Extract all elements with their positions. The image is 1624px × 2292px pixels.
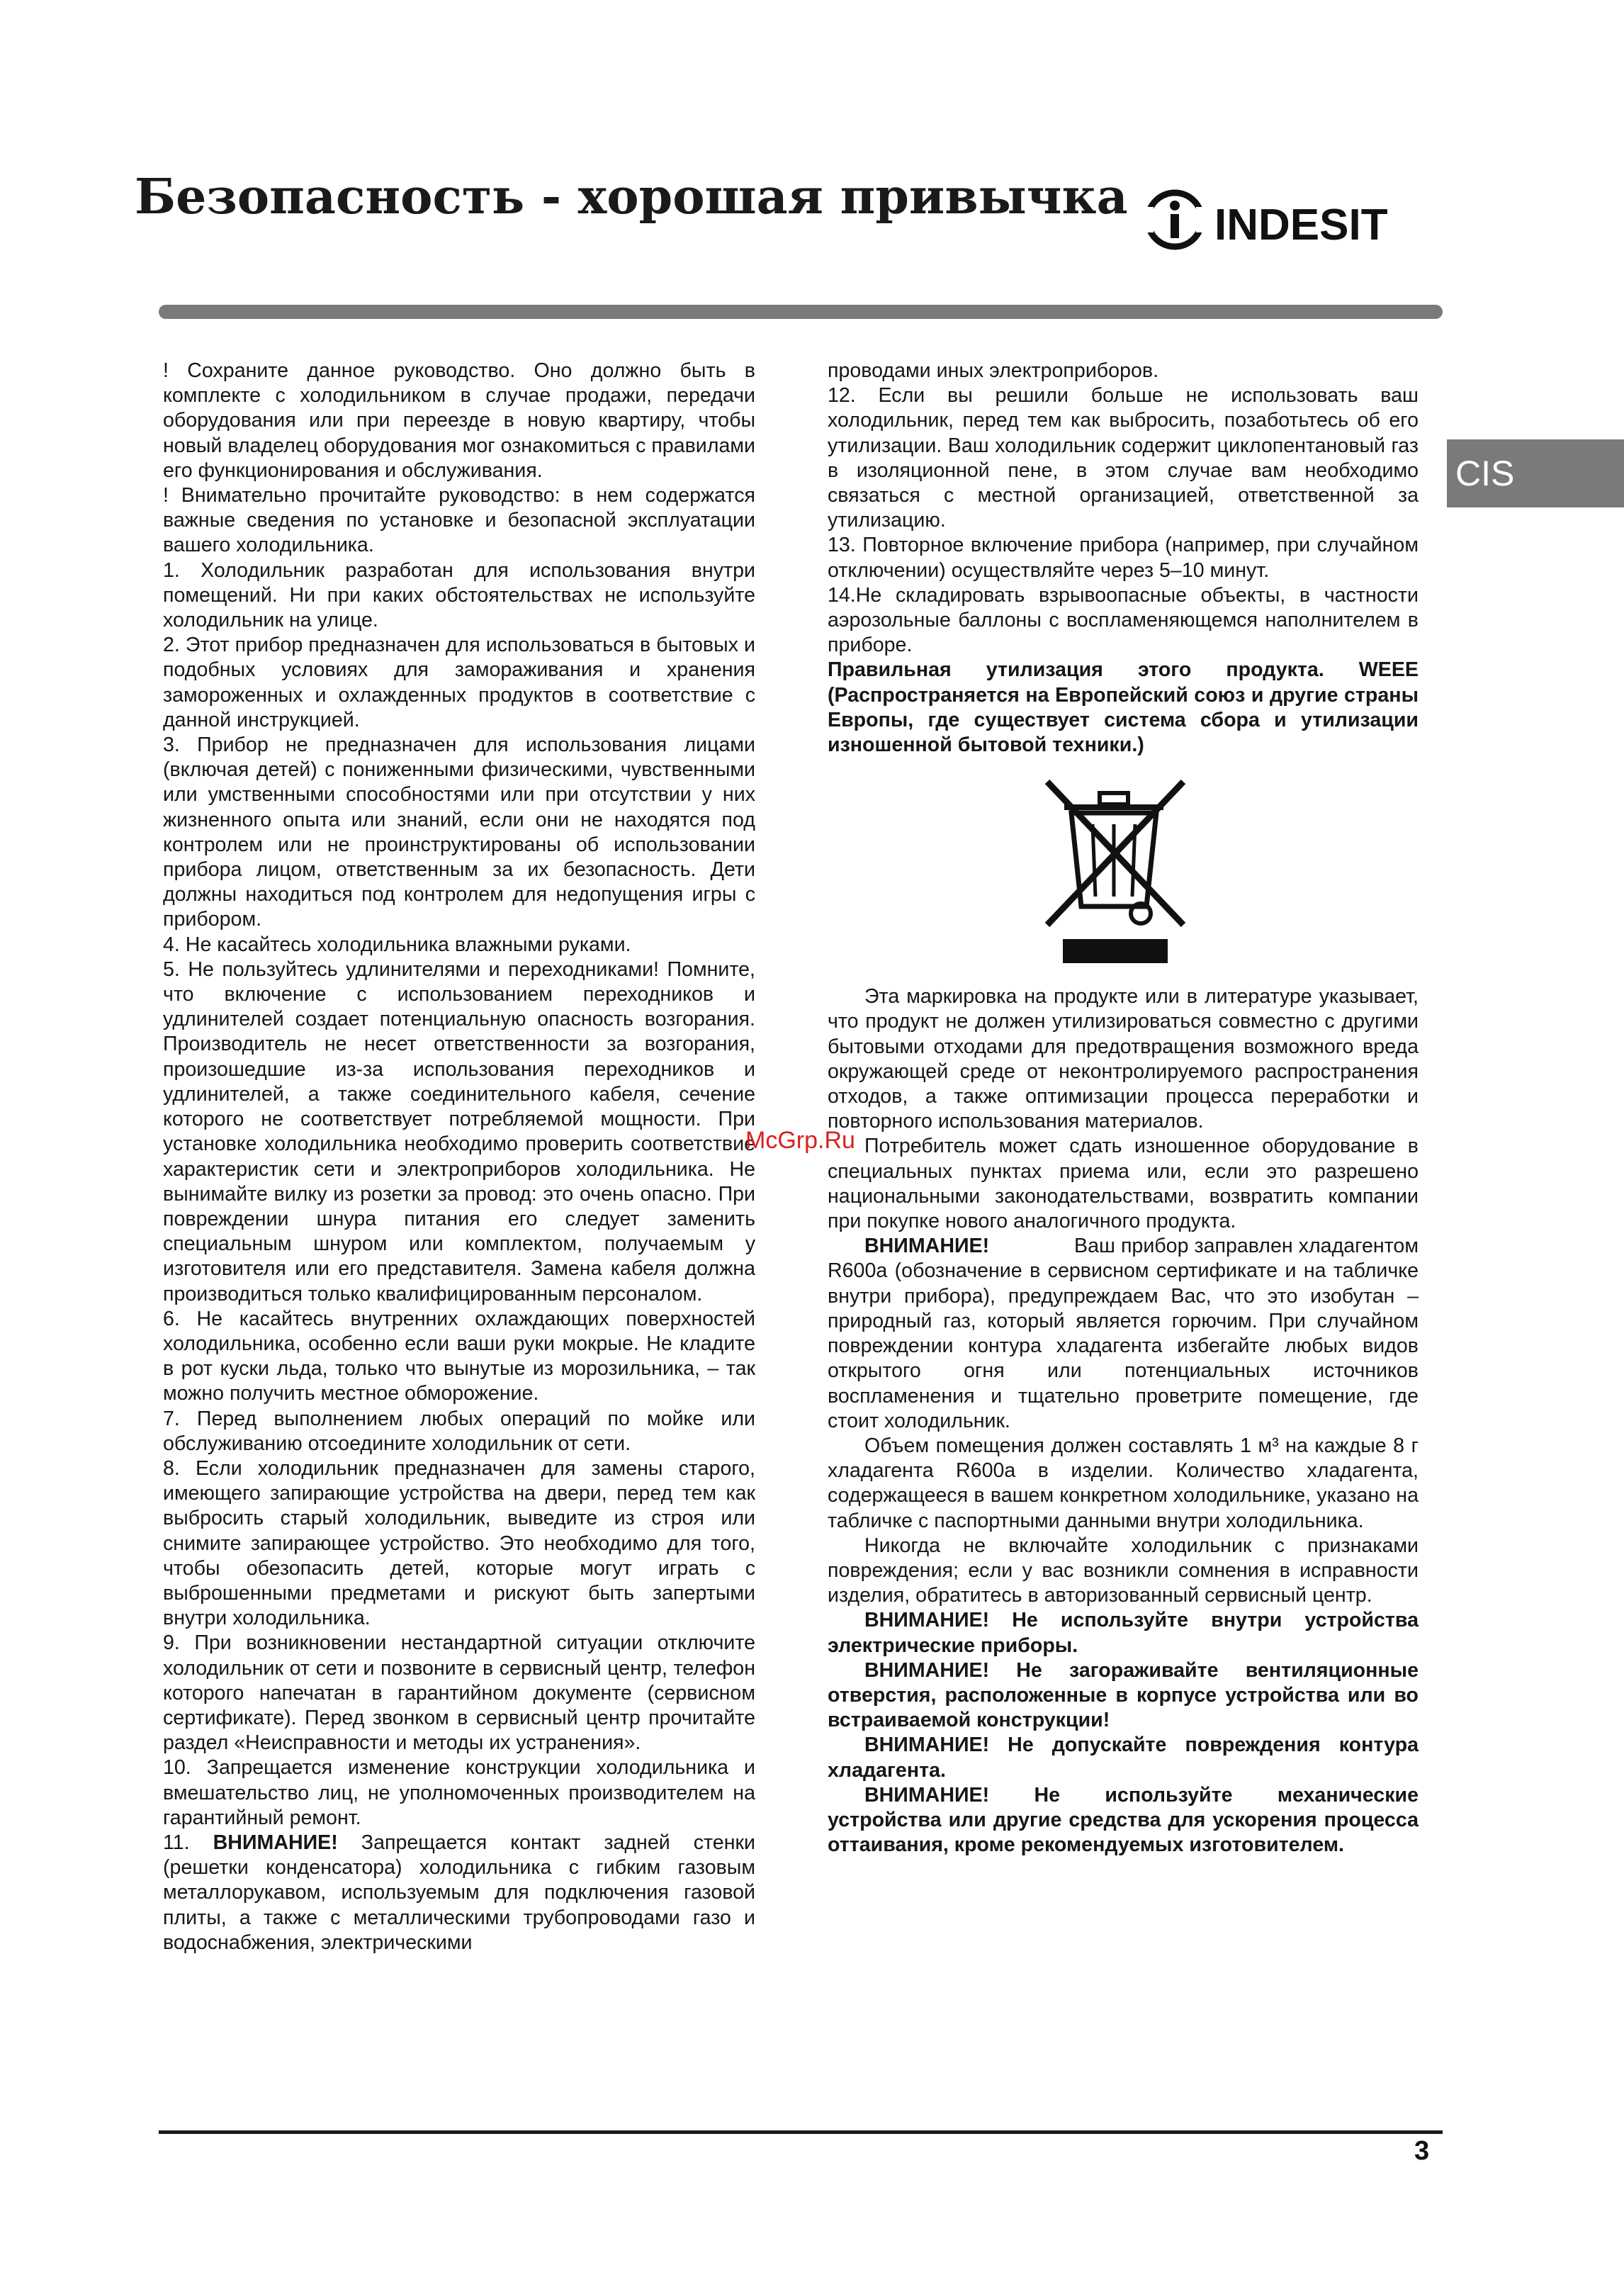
weee-heading: Правильная утилизация этого продукта. WEEE (Распространяется на Европейский союз и другие страны Европы, где существует система сбора и утилизации изношенной бытовой техники.) xyxy=(828,658,1419,757)
warning-paragraph: ВНИМАНИЕ! Не используйте механические устройства или другие средства для ускорения процесса оттаивания, кроме рекомендуемых изготовителем. xyxy=(828,1783,1419,1857)
page-number: 3 xyxy=(1414,2136,1430,2166)
logo-wordmark: INDESIT xyxy=(1214,201,1388,249)
warning-text: Ваш прибор заправлен хладагентом R600a (обозначение в сервисном сертификате и на табличке внутри прибора), предупреждаем Вас, что это изобутан – природный газ, который является горючим. При случайном повреждении контура хладагента избегайте любых видов открытого огня или потенциальных источников воспламенения и тщательно проветрите помещение, где стоит холодильник. xyxy=(828,1235,1419,1432)
warning-paragraph: ВНИМАНИЕ! Не используйте внутри устройства электрические приборы. xyxy=(828,1609,1419,1657)
paragraph: Объем помещения должен составлять 1 м³ на каждые 8 г хладагента R600a в изделии. Количество хладагента, содержащееся в вашем конкретном холодильнике, указано на табличке с паспортными данными внутри холодильника. xyxy=(828,1434,1419,1532)
header-rule xyxy=(159,305,1443,319)
list-item: 5. Не пользуйтесь удлинителями и переходниками! Помните, что включение с использованием переходников и удлинителей создает потенциальную опасность возгорания. Производитель не несет ответственности за возгорания, произошедшие из-за использования переходников и удлинителей, а также соединительного кабеля, сечение которого не соответствует потребляемой мощности. При установке холодильника необходимо проверить соответствие характеристик сети и электроприборов холодильника. Не вынимайте вилку из розетки за провод: это очень опасно. При повреждении шнура питания его следует заменить специальным шнуром или комплектом, получаемым у изготовителя или его представителя. Замена кабеля должна производиться только квалифицированным персоналом. xyxy=(163,957,755,1305)
right-column xyxy=(828,359,1419,1858)
warning-paragraph: ВНИМАНИЕ! Не загораживайте вентиляционные отверстия, расположенные в корпусе устройства или во встраиваемой конструкции! xyxy=(828,1658,1419,1732)
list-item: 1. Холодильник разработан для использования внутри помещений. Ни при каких обстоятельствах не используйте холодильник на улице. xyxy=(163,558,755,632)
footer-rule xyxy=(159,2130,1443,2134)
paragraph: ! Сохраните данное руководство. Оно должно быть в комплекте с холодильником в случае продажи, передачи оборудования или при переезде в новую квартиру, чтобы новый владелец оборудования мог ознакомиться с правилами его функционирования и обслуживания. xyxy=(163,359,755,482)
item-number: 11. xyxy=(163,1831,190,1854)
list-item: 13. Повторное включение прибора (например, при случайном отключении) осуществляйте через 5–10 минут. xyxy=(828,534,1419,582)
list-item: 12. Если вы решили больше не использовать ваш холодильник, перед тем как выбросить, позаботьтесь об его утилизации. Ваш холодильник содержит циклопентановый газ в изоляционной пене, в этом случае вам необходимо связаться с местной организацией, ответственной за утилизацию. xyxy=(828,384,1419,532)
list-item-11 xyxy=(163,1831,755,1955)
weee-symbol xyxy=(828,768,1419,973)
paragraph: Потребитель может сдать изношенное оборудование в специальных пунктах приема или, если это разрешено национальными законодательствами, возвратить компании при покупке нового аналогичного продукта. xyxy=(828,1135,1419,1233)
list-item: 14.Не складировать взрывоопасные объекты, в частности аэрозольные баллоны с воспламеняющемся наполнителем в приборе. xyxy=(828,583,1419,657)
section-tab-cis: CIS xyxy=(1447,439,1624,507)
refrigerant-warning xyxy=(828,1234,1419,1434)
item-text: Запрещается контакт задней стенки (решетки конденсатора) холодильника с гибким газовым металлорукавом, используемым для подключения газовой плиты, а также с металлическими трубопроводами газо и водоснабжения, электрическими xyxy=(163,1831,755,1954)
indesit-logo xyxy=(1144,186,1427,257)
list-item: 10. Запрещается изменение конструкции холодильника и вмешательство лиц, не уполномоченных производителем на гарантийный ремонт. xyxy=(163,1756,755,1829)
left-column xyxy=(163,359,755,1955)
list-item: 6. Не касайтесь внутренних охлаждающих поверхностей холодильника, особенно если ваши руки мокрые. Не кладите в рот куски льда, только что вынутые из морозильника, – так можно получить местное обморожение. xyxy=(163,1307,755,1405)
list-item: 9. При возникновении нестандартной ситуации отключите холодильник от сети и позвоните в сервисный центр, телефон которого напечатан в гарантийном документе (сервисном сертификате). Перед звонком в сервисный центр прочитайте раздел «Неисправности и методы их устранения». xyxy=(163,1631,755,1755)
list-item: 8. Если холодильник предназначен для замены старого, имеющего запирающие устройства на двери, перед тем как выбросить старый холодильник, выведите из строя или снимите запирающее устройство. Это необходимо для того, чтобы обезопасить детей, которые могут играть с выброшенными предметами и рискуют быть запертыми внутри холодильника. xyxy=(163,1456,755,1630)
paragraph: проводами иных электроприборов. xyxy=(828,359,1159,382)
watermark: McGrp.Ru xyxy=(745,1127,855,1154)
warning-label: ВНИМАНИЕ! xyxy=(213,1831,338,1854)
crossed-bin-icon xyxy=(1022,775,1227,966)
list-item: 3. Прибор не предназначен для использования лицами (включая детей) с пониженными физическими, чувственными или умственными способностями или при отсутствии у них жизненного опыта или знаний, если они не находятся под контролем или не проинструктированы об использовании прибора лицом, ответственным за их безопасность. Дети должны находиться под контролем для недопущения игры с прибором. xyxy=(163,734,755,931)
list-item: 4. Не касайтесь холодильника влажными руками. xyxy=(163,933,631,956)
warning-paragraph: ВНИМАНИЕ! Не допускайте повреждения контура хладагента. xyxy=(828,1734,1419,1782)
list-item: 7. Перед выполнением любых операций по мойке или обслуживанию отсоедините холодильник от сети. xyxy=(163,1407,755,1455)
list-item: 2. Этот прибор предназначен для использоваться в бытовых и подобных условиях для замораживания и хранения замороженных и охлажденных продуктов в соответствие с данной инструкцией. xyxy=(163,634,755,731)
paragraph: Никогда не включайте холодильник с признаками повреждения; если у вас возникли сомнения в исправности изделия, обратитесь в авторизованный сервисный центр. xyxy=(828,1534,1419,1607)
page-title: Безопасность - хорошая привычка xyxy=(135,169,1128,225)
paragraph: ! Внимательно прочитайте руководство: в нем содержатся важные сведения по установке и безопасной эксплуатации вашего холодильника. xyxy=(163,484,755,557)
paragraph: Эта маркировка на продукте или в литературе указывает, что продукт не должен утилизироваться совместно с другими бытовыми отходами для предотвращения возможного вреда окружающей среде от неконтролируемого распространения отходов, а также оптимизации процесса переработки и повторного использования материалов. xyxy=(828,985,1419,1133)
warning-label: ВНИМАНИЕ! xyxy=(864,1235,990,1258)
